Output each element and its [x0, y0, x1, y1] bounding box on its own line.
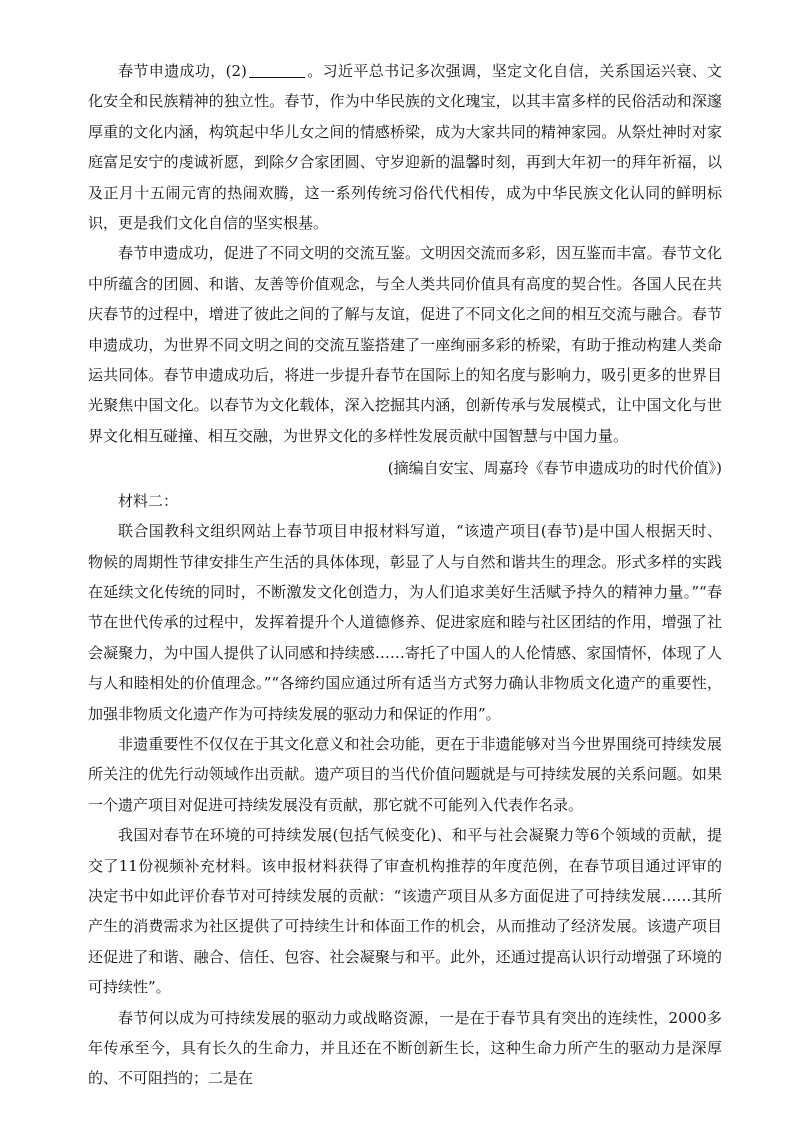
fill-in-blank: [249, 62, 305, 78]
paragraph-5: 我国对春节在环境的可持续发展(包括气候变化)、和平与社会凝聚力等6个领域的贡献，提交了11份视频补充材料。该申报材料获得了审查机构推荐的年度范例，在春节项目通过评审的决定书中如此评价春节对可持续发展的贡献：“该遗产项目从多方面促进了可持续发展……其所产生的消费需求为社区提供了可持续生计和体面工作的机会，从而推动了经济发展。该遗产项目还促进了和谐、融合、信任、包容、社会凝聚与和平。此外，还通过提高认识行动增强了环境的可持续性”。: [88, 826, 722, 997]
source-citation: (摘编自安宝、周嘉玲《春节申遗成功的时代价值》): [387, 459, 722, 478]
document-body: [88, 56, 722, 1094]
paragraph-1-lead: 春节申遗成功，(2): [118, 62, 247, 80]
paragraph-4: 非遗重要性不仅仅在于其文化意义和社会功能，更在于非遗能够对当今世界围绕可持续发展所关注的优先行动领域作出贡献。遗产项目的当代价值问题就是与可持续发展的关系问题。如果一个遗产项目对促进可持续发展没有贡献，那它就不可能列入代表作名录。: [88, 734, 722, 814]
paragraph-2: 春节申遗成功，促进了不同文明的交流互鉴。文明因交流而多彩，因互鉴而丰富。春节文化中所蕴含的团圆、和谐、友善等价值观念，与全人类共同价值具有高度的契合性。各国人民在共庆春节的过程中，增进了彼此之间的了解与友谊，促进了不同文化之间的相互交流与融合。春节申遗成功，为世界不同文明之间的交流互鉴搭建了一座绚丽多彩的桥梁，有助于推动构建人类命运共同体。春节申遗成功后，将进一步提升春节在国际上的知名度与影响力，吸引更多的世界目光聚焦中国文化。以春节为文化载体，深入挖掘其内涵，创新传承与发展模式，让中国文化与世界文化相互碰撞、相互交融，为世界文化的多样性发展贡献中国智慧与中国力量。: [88, 244, 722, 445]
material-two-label: 材料二：: [118, 491, 179, 510]
paragraph-6: 春节何以成为可持续发展的驱动力或战略资源，一是在于春节具有突出的连续性，2000多年传承至今，具有长久的生命力，并且还在不断创新生长，这种生命力所产生的驱动力是深厚的、不可阻挡的；二是在: [88, 1008, 722, 1088]
paragraph-1-rest: 。习近平总书记多次强调，坚定文化自信，关系国运兴衰、文化安全和民族精神的独立性。春节，作为中华民族的文化瑰宝，以其丰富多样的民俗活动和深邃厚重的文化内涵，构筑起中华儿女之间的情感桥梁，成为大家共同的精神家园。从祭灶神时对家庭富足安宁的虔诚祈愿，到除夕合家团圆、守岁迎新的温馨时刻，再到大年初一的拜年祈福，以及正月十五闹元宵的热闹欢腾，这一系列传统习俗代代相传，成为中华民族文化认同的鲜明标识，更是我们文化自信的坚实根基。: [88, 62, 722, 233]
paragraph-1: [88, 56, 722, 238]
paragraph-3: 联合国教科文组织网站上春节项目申报材料写道，“该遗产项目(春节)是中国人根据天时、物候的周期性节律安排生产生活的具体体现，彰显了人与自然和谐共生的理念。形式多样的实践在延续文化传统的同时，不断激发文化创造力，为人们追求美好生活赋予持久的精神力量。”“春节在世代传承的过程中，发挥着提升个人道德修养、促进家庭和睦与社区团结的作用，增强了社会凝聚力，为中国人提供了认同感和持续感……寄托了中国人的人伦情感、家国情怀，体现了人与人和睦相处的价值理念。”“各缔约国应通过所有适当方式努力确认非物质文化遗产的重要性，加强非物质文化遗产作为可持续发展的驱动力和保证的作用”。: [88, 522, 722, 723]
